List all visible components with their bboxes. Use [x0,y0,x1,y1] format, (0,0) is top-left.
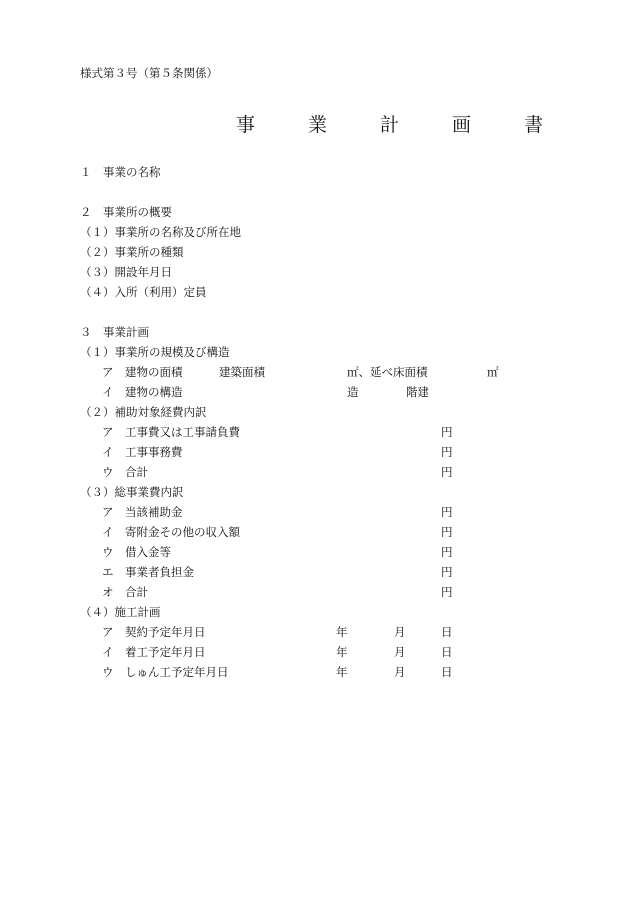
month-unit: 月 [394,665,406,679]
cost-row-label: イ 工事事務費 [102,445,183,459]
schedule-row-label: ア 契約予定年月日 [102,625,206,639]
plan-1-heading: （１）事業所の規模及び構造 [80,345,230,359]
year-unit: 年 [336,625,348,639]
yen-unit: 円 [441,505,453,519]
funding-row-label: エ 事業者負担金 [102,565,194,579]
day-unit: 日 [441,665,453,679]
section-2-item: （２）事業所の種類 [80,245,184,259]
structure-type-unit: 造 [347,385,359,399]
month-unit: 月 [394,645,406,659]
section-3-heading: ３ 事業計画 [80,325,149,339]
schedule-row-label: イ 着工予定年月日 [102,645,206,659]
section-1-heading: １ 事業の名称 [80,165,161,179]
yen-unit: 円 [441,545,453,559]
plan-2-heading: （２）補助対象経費内訳 [80,405,207,419]
yen-unit: 円 [441,445,453,459]
funding-row-label: ア 当該補助金 [102,505,183,519]
document-title: 事 業 計 画 書 [236,114,561,136]
schedule-row-label: ウ しゅん工予定年月日 [102,665,229,679]
day-unit: 日 [441,625,453,639]
building-area-label: ア 建物の面積 [102,365,183,379]
sqm-unit: ㎡ [487,365,499,379]
plan-3-heading: （３）総事業費内訳 [80,485,184,499]
building-footprint-label: 建築面積 [219,365,265,379]
yen-unit: 円 [441,465,453,479]
day-unit: 日 [441,645,453,659]
plan-4-heading: （４）施工計画 [80,605,161,619]
year-unit: 年 [336,665,348,679]
section-2-item: （１）事業所の名称及び所在地 [80,225,241,239]
month-unit: 月 [394,625,406,639]
section-2-item: （３）開設年月日 [80,265,172,279]
funding-row-label: ウ 借入金等 [102,545,171,559]
building-structure-label: イ 建物の構造 [102,385,183,399]
year-unit: 年 [336,645,348,659]
cost-row-label: ア 工事費又は工事請負費 [102,425,240,439]
funding-row-label: オ 合計 [102,585,148,599]
cost-row-label: ウ 合計 [102,465,148,479]
section-2-item: （４）入所（利用）定員 [80,285,207,299]
yen-unit: 円 [441,565,453,579]
yen-unit: 円 [441,585,453,599]
floor-area-label: ㎡、延べ床面積 [347,365,428,379]
form-number-label: 様式第３号（第５条関係） [80,66,218,80]
yen-unit: 円 [441,425,453,439]
floors-unit: 階建 [406,385,429,399]
section-2-heading: ２ 事業所の概要 [80,205,172,219]
funding-row-label: イ 寄附金その他の収入額 [102,525,240,539]
yen-unit: 円 [441,525,453,539]
